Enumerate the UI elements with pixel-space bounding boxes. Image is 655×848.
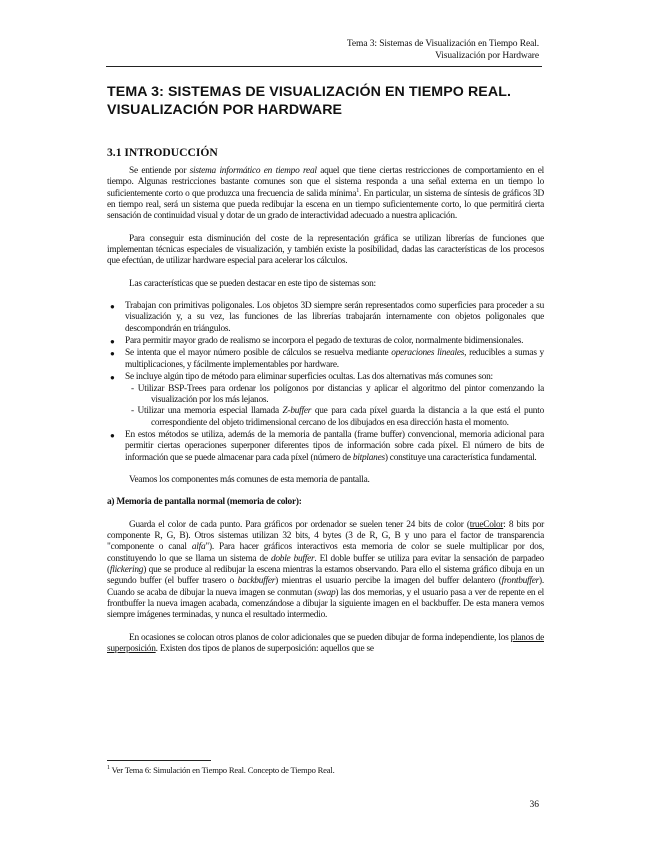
- emphasis-term: bitplanes: [352, 452, 385, 463]
- emphasis-term: flickering: [109, 564, 144, 575]
- paragraph-overlay-planes: [107, 633, 544, 656]
- list-item-text: Para permitir mayor grado de realismo se incorpora el pegado de texturas de color, normalmente bidimensionales.: [125, 336, 524, 347]
- bullet-icon: ●: [110, 373, 115, 383]
- subsection-heading: a) Memoria de pantalla normal (memoria de color):: [107, 497, 302, 508]
- list-item: [107, 348, 544, 371]
- emphasis-term: frontbuffer: [501, 576, 540, 587]
- running-header-line-1: Tema 3: Sistemas de Visualización en Tiempo Real.: [346, 39, 539, 49]
- body-text: [107, 166, 544, 666]
- paragraph-color-memory: [107, 520, 544, 622]
- text-run: ) que se produce al redibujar la escena mientras la estamos observando. Para ello el sistema gráfico dibuja en un segundo buffer (el buffer trasero o: [107, 564, 544, 587]
- sub-item-bsp: - Utilizar BSP-Trees para ordenar los polígonos por distancias y aplicar el algoritmo del pintor comenzando la visualización por los más lejanos.: [131, 383, 544, 405]
- list-item: [107, 430, 544, 464]
- list-item-text: Trabajan con primitivas poligonales. Los objetos 3D siempre serán representados como superficies para proceder a su visualización y, a su vez, las funciones de las librerías trabajarán internamente con objetos poligonales que descompondrán en triángulos.: [125, 301, 544, 334]
- header-rule: [106, 66, 542, 67]
- chapter-title-line-2: VISUALIZACIÓN POR HARDWARE: [107, 102, 343, 118]
- list-item-text: , reducibles a sumas y multiplicaciones, y fácilmente implementables por hardware.: [125, 348, 544, 370]
- text-run: - Utilizar una memoria especial llamada: [131, 406, 283, 417]
- section-title: 3.1 INTRODUCCIÓN: [107, 146, 218, 159]
- bullet-icon: ●: [110, 349, 115, 359]
- text-run: . En particular, un sistema de síntesis de gráficos 3D en tiempo real, será un sistema que pueda redibujar la escena en un tiempo suficientemente corto, lo que permitirá cierta sensación de continuidad visual y dotar de un grado de interactividad adecuado a nuestra aplicación.: [107, 188, 544, 222]
- underlined-term: trueColor: [469, 519, 504, 530]
- text-run: ) mientras el usuario percibe la imagen del buffer delantero (: [275, 576, 502, 587]
- text-run: ) las dos memorias, y el usuario pasa a ver de repente en el frontbuffer la nueva imagen acabada, comenzándose a dibujar la siguiente imagen en el backbuffer. De esta manera vemos siempre imágenes terminadas, y nunca el resultado intermedio.: [107, 587, 544, 621]
- paragraph-components-intro: Veamos los componentes más comunes de esta memoria de pantalla.: [129, 474, 370, 485]
- emphasis-term: operaciones lineales: [391, 348, 465, 359]
- bullet-icon: ●: [110, 337, 115, 347]
- running-header: [347, 38, 539, 62]
- emphasis-term: sistema informático en tiempo real: [189, 166, 317, 176]
- emphasis-term: alfa: [191, 542, 206, 553]
- running-header-line-2: Visualización por Hardware: [435, 51, 539, 61]
- paragraph-characteristics-intro: Las características que se pueden destacar en este tipo de sistemas son:: [129, 278, 376, 289]
- text-run: Guarda el color de cada punto. Para gráficos por ordenador se suelen tener 24 bits de color (: [129, 519, 470, 530]
- text-run: En ocasiones se colocan otros planos de color adicionales que se pueden dibujar de forma independiente, los: [129, 632, 511, 643]
- text-run: "). Para hacer gráficos interactivos esta memoria de color se suele multiplicar por dos, constituyendo lo que se llama un sistema de: [107, 542, 544, 564]
- list-item: [107, 301, 544, 335]
- emphasis-term: doble buffer: [270, 553, 315, 564]
- list-item: [107, 372, 544, 429]
- text-run: aquel que tiene ciertas restricciones de comportamiento en el tiempo. Algunas restricciones bastante comunes son que el sistema responda a una señal externa en un tiempo lo suficientemente corto o que produzca una frecuencia de salida mínima: [107, 166, 544, 199]
- footnote-marker[interactable]: 1: [356, 187, 360, 194]
- characteristics-list: [107, 301, 544, 464]
- footnote-text: Ver Tema 6: Simulación en Tiempo Real. Concepto de Tiempo Real.: [109, 765, 335, 775]
- list-item-text: En estos métodos se utiliza, además de la memoria de pantalla (frame buffer) convencional, memoria adicional para permitir ciertas operaciones superponer diferentes tipos de información sobre cada píxel. El número de bits de información que se puede almacenar para cada píxel (número de: [125, 429, 544, 463]
- emphasis-term: Z-buffer: [282, 406, 312, 417]
- page-number: 36: [529, 800, 539, 810]
- chapter-title-line-1: TEMA 3: SISTEMAS DE VISUALIZACIÓN EN TIEMPO REAL.: [107, 84, 512, 100]
- text-run: que para cada píxel guarda la distancia a la que está el punto correspondiente del objeto tridimensional cercano de los dibujados en esa dirección hasta el momento.: [151, 406, 544, 428]
- bullet-icon: ●: [110, 430, 115, 440]
- list-item-text: Se intenta que el mayor número posible de cálculos se resuelva mediante: [125, 348, 392, 359]
- emphasis-term: swap: [317, 587, 336, 598]
- chapter-title: [107, 83, 547, 119]
- footnote-number: 1: [107, 765, 110, 772]
- footnote-rule: [107, 760, 211, 761]
- footnote: [107, 765, 335, 775]
- text-run: ). Cuando se acaba de dibujar la nueva imagen se conmutan (: [107, 576, 544, 598]
- list-item-text: Se incluye algún tipo de método para eliminar superficies ocultas. Las dos alternativas más comunes son:: [125, 372, 493, 383]
- sub-item-zbuffer: [125, 406, 544, 429]
- text-run: : 8 bits por componente R, G, B). Otros sistemas utilizan 32 bits, 4 bytes (3 de R, G, B y uno para el factor de transparencia "componente o canal: [107, 519, 545, 553]
- emphasis-term: backbuffer: [237, 576, 276, 587]
- list-item-text: ) constituye una característica fundamental.: [384, 452, 537, 463]
- text-run: . Existen dos tipos de planos de superposición: aquellos que se: [155, 644, 374, 655]
- paragraph-libraries: Para conseguir esta disminución del coste de la representación gráfica se utilizan librerías de funciones que implementan técnicas especiales de visualización, y también existe la posibilidad, dadas las características de los procesos que efectúan, de utilizar hardware especial para acelerar los cálculos.: [107, 233, 544, 267]
- list-item: [107, 336, 544, 347]
- bullet-icon: ●: [110, 302, 115, 312]
- paragraph-definition: [107, 166, 544, 223]
- text-run: Se entiende por: [129, 166, 190, 176]
- text-run: . El doble buffer se utiliza para evitar la sensación de parpadeo (: [107, 553, 544, 575]
- underlined-term: planos de superposición: [107, 632, 544, 655]
